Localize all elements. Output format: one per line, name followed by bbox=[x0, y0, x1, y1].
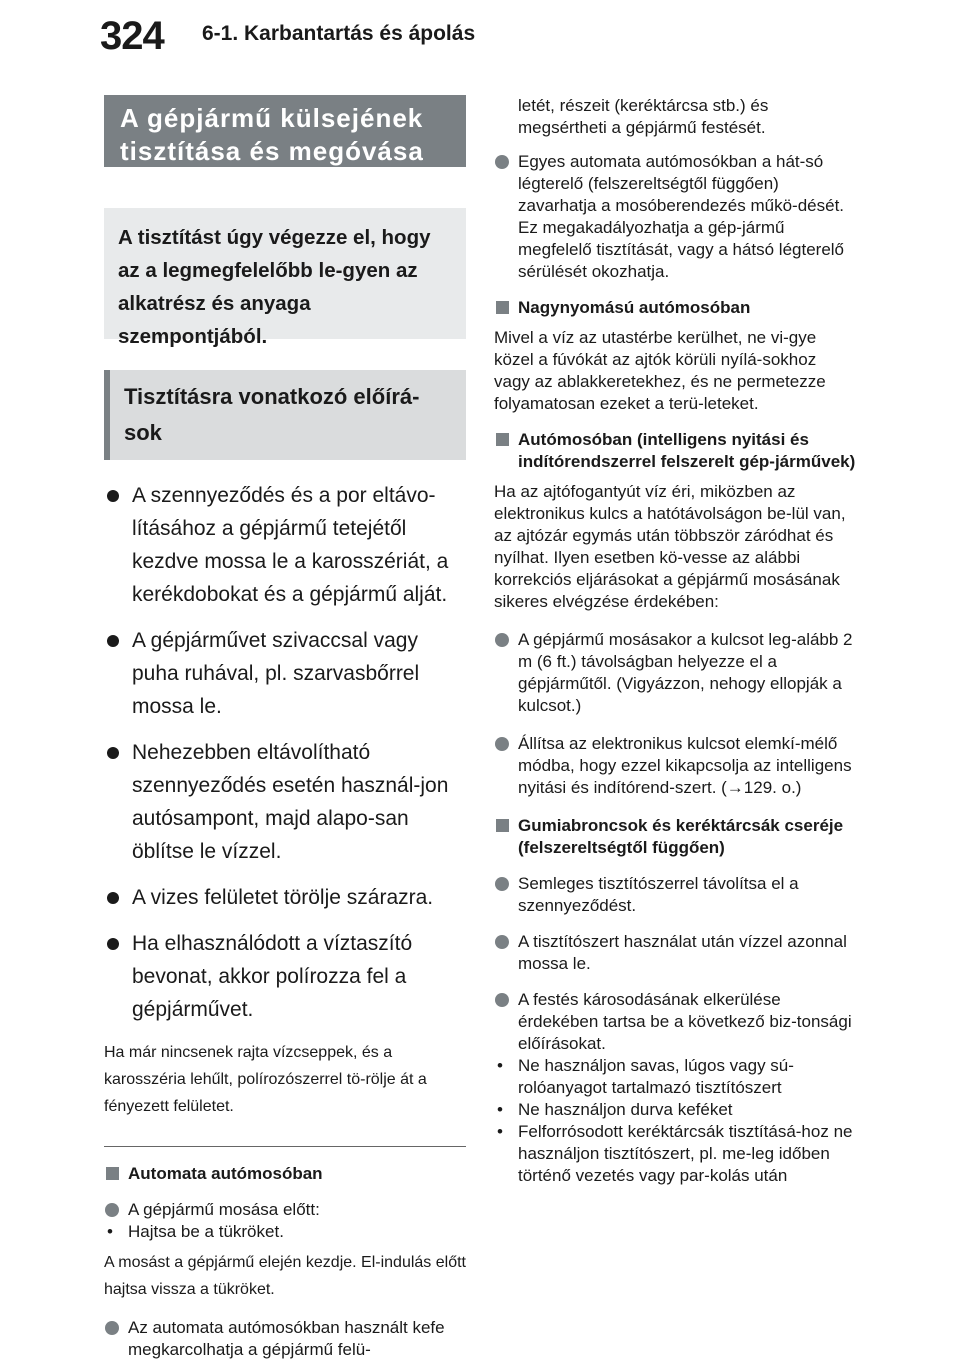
dot-bullet-icon: • bbox=[497, 1056, 503, 1075]
list-item-text: A gépjármű mosása előtt: bbox=[128, 1200, 320, 1219]
smart-key-text: Ha az ajtófogantyút víz éri, miközben az elektronikus kulcs a hatótávolságon be-lül van, az ajtózár egymás után többször záródhat és nyílhat. Ilyen esetben kö-vesse az alábbi korrekciós eljárásokat a gépjármű mosásának sikeres elvégzése érdekében: bbox=[494, 482, 846, 611]
list-item-text: Ha elhasználódott a víztaszító bevonat, akkor polírozza fel a gépjárművet. bbox=[132, 932, 413, 1021]
dot-bullet-icon: • bbox=[497, 1100, 503, 1119]
bullet-icon bbox=[107, 635, 119, 647]
circle-bullet-icon bbox=[495, 633, 509, 647]
list-item bbox=[104, 1199, 466, 1221]
circle-bullet-icon bbox=[105, 1203, 119, 1217]
circle-bullet-icon bbox=[105, 1321, 119, 1335]
list-item bbox=[494, 629, 856, 717]
square-bullet-icon bbox=[106, 1167, 119, 1180]
heading-text: Automata autómosóban bbox=[128, 1164, 323, 1183]
brush-text-cont: letét, részeit (keréktárcsa stb.) és megsértheti a gépjármű festését. bbox=[518, 96, 769, 137]
list-item-text: A gépjárművet szivaccsal vagy puha ruhával, pl. szarvasbőrrel mossa le. bbox=[132, 629, 420, 718]
list-item bbox=[494, 873, 856, 917]
list-item bbox=[104, 881, 466, 914]
heading-text: Gumiabroncsok és keréktárcsák cseréje (felszereltségtől függően) bbox=[518, 816, 844, 857]
list-item bbox=[104, 927, 466, 1026]
dot-bullet-icon: • bbox=[107, 1222, 113, 1241]
list-item-text: Állítsa az elektronikus kulcsot elemkí-mélő módba, hogy ezzel kikapcsolja az intelligens nyitási és indítórend-szert. (→129. o.) bbox=[518, 734, 852, 797]
bullet-list bbox=[104, 479, 466, 1026]
square-bullet-icon bbox=[496, 819, 509, 832]
list-item-text: Semleges tisztítószerrel távolítsa el a szennyeződést. bbox=[518, 874, 799, 915]
list-item-text: Az automata autómosókban használt kefe megkarcolhatja a gépjármű felü- bbox=[128, 1318, 445, 1359]
start-text: A mosást a gépjármű elején kezdje. El-indulás előtt hajtsa vissza a tükröket. bbox=[104, 1254, 466, 1298]
list-item bbox=[494, 733, 856, 799]
heading-text: Autómosóban (intelligens nyitási és indítórendszerrel felszerelt gép-járművek) bbox=[518, 430, 856, 471]
auto-wash-heading bbox=[104, 1163, 466, 1185]
main-heading: A gépjármű külsejének tisztítása és megóvása bbox=[104, 95, 466, 167]
list-item bbox=[494, 151, 856, 283]
list-item bbox=[104, 736, 466, 868]
sub-list-item bbox=[494, 1121, 856, 1187]
circle-bullet-icon bbox=[495, 155, 509, 169]
list-item-text: Hajtsa be a tükröket. bbox=[128, 1222, 284, 1241]
list-item-text: A tisztítószert használat után vízzel azonnal mossa le. bbox=[518, 932, 847, 973]
list-item bbox=[104, 479, 466, 611]
bullet-icon bbox=[107, 938, 119, 950]
bullet-icon bbox=[107, 892, 119, 904]
high-pressure-text: Mivel a víz az utastérbe kerülhet, ne vi-gye közel a fúvókát az ajtók körüli nyílá-sokhoz vagy az ablakkeretekhez, és ne permetezze folyamatosan ezeket a terü-leteket. bbox=[494, 328, 826, 413]
sub-heading: Tisztításra vonatkozó előírá-sok bbox=[104, 370, 466, 460]
list-item-text: Felforrósodott keréktárcsák tisztításá-hoz ne használjon tisztítószert, pl. me-leg időben történő vezetés vagy par-kolás után bbox=[518, 1122, 853, 1185]
list-item bbox=[494, 989, 856, 1055]
heading-text: Nagynyomású autómosóban bbox=[518, 298, 751, 317]
sub-list-item bbox=[494, 1055, 856, 1099]
left-column bbox=[104, 95, 466, 1361]
list-item bbox=[104, 624, 466, 723]
dot-bullet-icon: • bbox=[497, 1122, 503, 1141]
circle-bullet-icon bbox=[495, 877, 509, 891]
smart-key-heading bbox=[494, 429, 856, 473]
list-item bbox=[104, 1317, 466, 1361]
circle-bullet-icon bbox=[495, 935, 509, 949]
sub-list-item bbox=[494, 1099, 856, 1121]
square-bullet-icon bbox=[496, 433, 509, 446]
list-item-text: Egyes automata autómosókban a hát-só légterelő (felszereltségtől függően) zavarhatja a mosóberendezés műkö-dését. Ez megakadályozhatja a gép-jármű megfelelő tisztítását, vagy a hátsó légterelő sérülését okozhatja. bbox=[518, 152, 845, 281]
polish-note: Ha már nincsenek rajta vízcseppek, és a karosszéria lehűlt, polírozószerrel tö-rölje át a fényezett felületet. bbox=[104, 1044, 427, 1115]
list-item-text: A szennyeződés és a por eltávo-lításához a gépjármű tetejétől kezdve mossa le a karosszériát, a kerékdobokat és a gépjármű alját. bbox=[132, 484, 449, 606]
list-item-text: A vizes felületet törölje szárazra. bbox=[132, 886, 434, 909]
list-item bbox=[494, 931, 856, 975]
circle-bullet-icon bbox=[495, 993, 509, 1007]
page-number: 324 bbox=[100, 14, 164, 58]
section-title: 6-1. Karbantartás és ápolás bbox=[202, 22, 476, 45]
bullet-icon bbox=[107, 747, 119, 759]
intro-box: A tisztítást úgy végezze el, hogy az a legmegfelelőbb le-gyen az alkatrész és anyaga szempontjából. bbox=[104, 208, 466, 339]
list-item-text: Ne használjon savas, lúgos vagy sú-rolóanyagot tartalmazó tisztítószert bbox=[518, 1056, 794, 1097]
list-item-text: A festés károsodásának elkerülése érdekében tartsa be a következő biz-tonsági előírásokat. bbox=[518, 990, 852, 1053]
list-item-text: A gépjármű mosásakor a kulcsot leg-alább 2 m (6 ft.) távolságban helyezze el a gépjárműtől. (Vigyázzon, nehogy ellopják a kulcsot.) bbox=[518, 630, 853, 715]
high-pressure-heading bbox=[494, 297, 856, 319]
bullet-icon bbox=[107, 490, 119, 502]
list-item-text: Nehezebben eltávolítható szennyeződés esetén használ-jon autósampont, majd alapo-san öblítse le vízzel. bbox=[132, 741, 449, 863]
list-item-text: Ne használjon durva keféket bbox=[518, 1100, 733, 1119]
sub-list-item bbox=[104, 1221, 466, 1243]
right-column bbox=[494, 95, 856, 1187]
square-bullet-icon bbox=[496, 301, 509, 314]
wheels-heading bbox=[494, 815, 856, 859]
divider bbox=[104, 1146, 466, 1147]
circle-bullet-icon bbox=[495, 737, 509, 751]
